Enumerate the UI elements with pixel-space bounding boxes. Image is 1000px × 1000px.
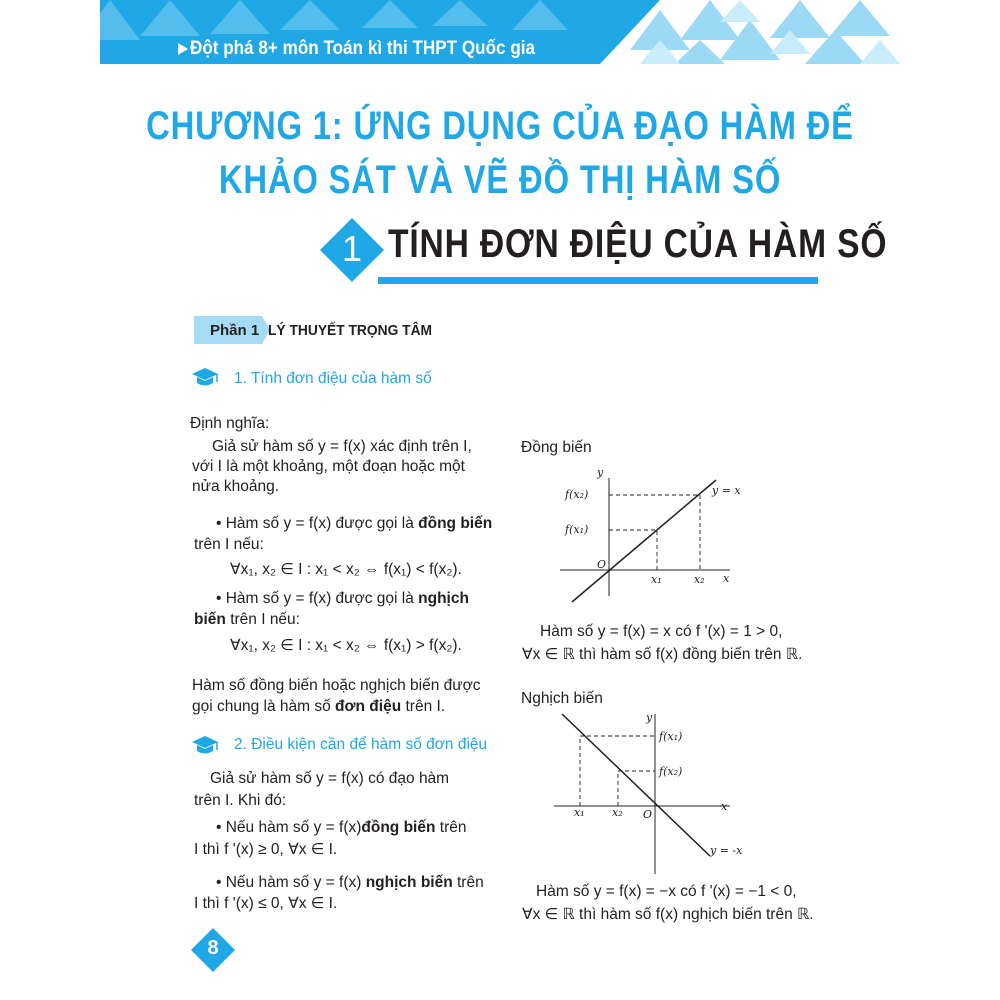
condition-decreasing-suffix: trên xyxy=(457,874,484,891)
term-decreasing-part2: biến xyxy=(194,611,226,628)
condition-term-decreasing: nghịch biến xyxy=(365,874,453,891)
condition-bullet-increasing xyxy=(216,818,466,838)
graph2-fx1-label: f(x₁) xyxy=(659,730,683,743)
condition-decreasing-text: • Nếu hàm số y = f(x) xyxy=(216,874,362,891)
condition-decreasing-formula: I thì f '(x) ≤ 0, ∀x ∈ I. xyxy=(194,895,338,912)
graph2-line xyxy=(562,714,710,856)
graph1-y-label: y xyxy=(597,466,604,479)
graph1-title: Đồng biến xyxy=(521,439,592,456)
conclusion-suffix: trên I. xyxy=(405,698,446,715)
graph1-caption-line1: Hàm số y = f(x) = x có f '(x) = 1 > 0, xyxy=(540,623,783,640)
condition-bullet-decreasing xyxy=(216,873,484,893)
graph2-line-label: y = -x xyxy=(710,844,743,857)
graph2-guide-x1 xyxy=(580,736,655,806)
subheading-monotonicity: 1. Tính đơn điệu của hàm số xyxy=(234,370,432,387)
graph-decreasing xyxy=(540,708,780,878)
graph1-caption-line2: ∀x ∈ ℝ thì hàm số f(x) đồng biến trên ℝ. xyxy=(522,646,803,663)
graduation-cap-icon xyxy=(190,366,222,390)
graph2-guide-x2 xyxy=(618,771,655,806)
graph1-x2-label: x₂ xyxy=(694,573,705,586)
chapter-title-line1: CHƯƠNG 1: ỨNG DỤNG CỦA ĐẠO HÀM ĐỂ xyxy=(146,104,854,148)
bullet-decreasing xyxy=(216,589,469,609)
definition-line1: Giả sử hàm số y = f(x) xác định trên I, xyxy=(212,438,472,455)
conclusion-prefix: gọi chung là hàm số xyxy=(192,698,331,715)
graph2-y-label: y xyxy=(646,711,653,724)
condition-term-increasing: đồng biến xyxy=(361,819,436,836)
term-increasing: đồng biến xyxy=(418,515,493,532)
term-decreasing-part1: nghịch xyxy=(418,590,469,607)
term-monotonic: đơn điệu xyxy=(335,698,402,715)
part-label: Phần 1 xyxy=(210,322,260,339)
graduation-cap-icon xyxy=(190,734,222,758)
condition-intro-line2: trên I. Khi đó: xyxy=(194,792,287,809)
formula-decreasing: ∀x₁, x₂ ∈ I : x₁ < x₂ ⇔ f(x₁) > f(x₂). xyxy=(230,637,462,654)
graph1-fx1-label: f(x₁) xyxy=(565,523,589,536)
bullet-decreasing-suffix: trên I nếu: xyxy=(230,611,300,628)
graph2-caption-line1: Hàm số y = f(x) = −x có f '(x) = −1 < 0, xyxy=(536,883,797,900)
graph1-x1-label: x₁ xyxy=(651,573,662,586)
definition-line2: với I là một khoảng, một đoạn hoặc một xyxy=(192,458,465,475)
bullet-increasing-line2: trên I nếu: xyxy=(194,536,264,553)
part-title: LÝ THUYẾT TRỌNG TÂM xyxy=(268,322,433,339)
graph2-title: Nghịch biến xyxy=(521,690,603,707)
page-number: 8 xyxy=(207,937,219,959)
graph1-x-label: x xyxy=(723,572,730,585)
graph1-origin: O xyxy=(597,558,607,571)
section-number: 1 xyxy=(341,228,363,269)
graph1-line-label: y = x xyxy=(712,484,741,497)
conclusion-line2 xyxy=(192,697,445,717)
section-title: TÍNH ĐƠN ĐIỆU CỦA HÀM SỐ xyxy=(388,222,888,266)
subheading-necessary-condition: 2. Điều kiện cần để hàm số đơn điệu xyxy=(234,736,488,753)
condition-increasing-formula: I thì f '(x) ≥ 0, ∀x ∈ I. xyxy=(194,841,338,858)
condition-increasing-suffix: trên xyxy=(439,819,467,836)
banner-title: Đột phá 8+ môn Toán kì thi THPT Quốc gia xyxy=(190,38,536,59)
definition-label: Định nghĩa: xyxy=(190,415,270,432)
bullet-increasing-text: • Hàm số y = f(x) được gọi là xyxy=(216,515,414,532)
condition-increasing-text: • Nếu hàm số y = f(x) xyxy=(216,819,362,836)
graph-increasing xyxy=(540,460,780,610)
bullet-increasing xyxy=(216,514,492,534)
graph2-x2-label: x₂ xyxy=(612,806,623,819)
conclusion-line1: Hàm số đồng biến hoặc nghịch biến được xyxy=(192,677,481,694)
play-triangle-icon xyxy=(177,42,189,56)
bullet-decreasing-line2 xyxy=(194,610,300,630)
graph2-x1-label: x₁ xyxy=(574,806,585,819)
definition-line3: nửa khoảng. xyxy=(192,478,280,495)
condition-intro-line1: Giả sử hàm số y = f(x) có đạo hàm xyxy=(210,770,450,787)
graph2-caption-line2: ∀x ∈ ℝ thì hàm số f(x) nghịch biến trên ℝ. xyxy=(522,906,814,923)
formula-increasing: ∀x₁, x₂ ∈ I : x₁ < x₂ ⇔ f(x₁) < f(x₂). xyxy=(230,561,462,578)
graph2-fx2-label: f(x₂) xyxy=(659,765,683,778)
chapter-title-line2: KHẢO SÁT VÀ VẼ ĐỒ THỊ HÀM SỐ xyxy=(218,158,782,202)
graph2-origin: O xyxy=(643,808,653,821)
graph1-fx2-label: f(x₂) xyxy=(565,488,589,501)
graph2-x-label: x xyxy=(721,800,728,813)
bullet-decreasing-text: • Hàm số y = f(x) được gọi là xyxy=(216,590,414,607)
